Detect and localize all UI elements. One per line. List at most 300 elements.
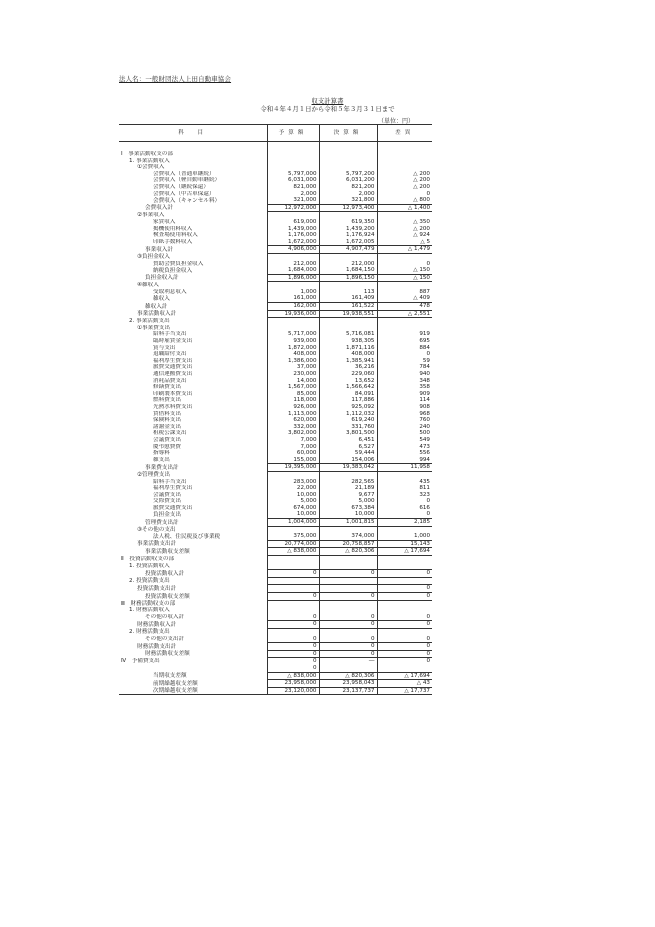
budget-cell: 20,774,000 — [267, 540, 319, 548]
table-row — [119, 226, 432, 233]
budget-cell: 0 — [267, 593, 319, 601]
subtotal-row — [119, 303, 432, 311]
table-row — [119, 424, 432, 431]
actual-cell: 4,907,479 — [319, 246, 377, 254]
row-label: 1. 事業活動収入 — [129, 157, 170, 164]
table-row — [119, 184, 432, 191]
subtotal-row — [119, 310, 432, 318]
row-label: 租税公課支出 — [153, 430, 187, 437]
row-label: 2. 財務活動支出 — [129, 628, 170, 635]
table-row — [119, 191, 432, 198]
budget-cell: 0 — [267, 665, 319, 672]
budget-cell: △ 838,000 — [267, 672, 319, 680]
table-row — [119, 479, 432, 486]
table-row — [119, 239, 432, 246]
row-label: その他の支出計 — [145, 636, 185, 643]
actual-cell: 3,801,500 — [319, 430, 377, 437]
budget-cell: 12,972,000 — [267, 204, 319, 212]
difference-cell: △ 409 — [377, 295, 432, 302]
table-row — [119, 177, 432, 184]
budget-cell: 60,000 — [267, 450, 319, 457]
row-label: 会費収入（軽自動車継続） — [153, 177, 221, 184]
difference-cell: △ 5 — [377, 239, 432, 246]
row-label: 負担金収入計 — [145, 275, 179, 282]
subtotal-row — [119, 680, 432, 688]
difference-cell — [377, 577, 432, 585]
actual-cell: 12,973,400 — [319, 204, 377, 212]
row-label: その他の収入計 — [145, 614, 185, 621]
document-title: 収支計算書 — [311, 97, 344, 105]
budget-cell: 620,000 — [267, 417, 319, 424]
table-row — [119, 577, 432, 585]
budget-cell: 0 — [267, 614, 319, 621]
actual-cell: 5,716,081 — [319, 331, 377, 338]
table-row — [119, 282, 432, 289]
difference-cell: 0 — [377, 570, 432, 578]
actual-cell — [319, 253, 377, 260]
actual-cell: 161,522 — [319, 303, 377, 311]
row-label: ③その他の支出 — [137, 526, 176, 533]
row-label: Ⅲ 財務活動収支の部 — [121, 600, 176, 607]
subtotal-row — [119, 672, 432, 680]
table-row — [119, 600, 432, 607]
column-header-budget: 予算額 — [267, 125, 319, 142]
row-label: ③負担金収入 — [137, 253, 170, 260]
column-header-account: 科 目 — [119, 125, 267, 142]
row-label: Ⅰ 事業活動収支の部 — [121, 151, 173, 157]
table-row — [119, 325, 432, 332]
difference-cell: 0 — [377, 261, 432, 268]
budget-cell: 283,000 — [267, 479, 319, 486]
difference-cell: 0 — [377, 636, 432, 643]
difference-cell: 887 — [377, 289, 432, 296]
budget-cell: 2,000 — [267, 191, 319, 198]
row-label: 当期収支差額 — [153, 673, 187, 680]
difference-cell — [377, 212, 432, 219]
difference-cell: 323 — [377, 492, 432, 499]
actual-cell — [319, 318, 377, 325]
row-label: 諸謝金支出 — [153, 423, 181, 430]
budget-cell: 85,000 — [267, 391, 319, 398]
actual-cell: 10,000 — [319, 511, 377, 518]
actual-cell: 6,031,200 — [319, 177, 377, 184]
budget-cell: 1,004,000 — [267, 519, 319, 527]
actual-cell — [319, 325, 377, 332]
difference-cell: 15,143 — [377, 540, 432, 548]
row-label: 消耗品費支出 — [153, 377, 187, 384]
row-label: 検査場使用料収入 — [153, 232, 198, 239]
row-label: 1. 投資活動収入 — [129, 563, 170, 570]
row-label: 旅費交通費支出 — [153, 504, 193, 511]
actual-cell — [319, 607, 377, 614]
actual-cell — [319, 585, 377, 593]
actual-cell: 1,871,116 — [319, 345, 377, 352]
budget-cell — [267, 164, 319, 171]
budget-cell — [267, 142, 319, 152]
row-label: 事業活動収支差額 — [145, 548, 190, 555]
budget-cell: 1,386,000 — [267, 358, 319, 365]
difference-cell — [377, 325, 432, 332]
row-label: 旅費交通費支出 — [153, 364, 193, 371]
actual-cell — [319, 142, 377, 152]
difference-cell: 473 — [377, 444, 432, 451]
row-label: 燃料費支出 — [153, 397, 181, 404]
row-label — [119, 665, 267, 672]
budget-cell: 375,000 — [267, 533, 319, 540]
table-row — [119, 212, 432, 219]
budget-cell — [267, 158, 319, 165]
difference-cell: △ 1,479 — [377, 246, 432, 254]
subtotal-row — [119, 570, 432, 578]
budget-cell: △ 838,000 — [267, 548, 319, 556]
actual-cell: 0 — [319, 614, 377, 621]
difference-cell: 556 — [377, 450, 432, 457]
actual-cell: 23,137,737 — [319, 687, 377, 695]
budget-cell: 23,958,000 — [267, 680, 319, 688]
difference-cell: △ 200 — [377, 184, 432, 191]
budget-cell: 5,000 — [267, 498, 319, 505]
statement-table — [119, 124, 432, 695]
row-label: 会議費支出 — [153, 436, 181, 443]
row-label: 給料手当支出 — [153, 478, 187, 485]
row-label: 会費収入（中古車保還） — [153, 190, 215, 197]
subtotal-row — [119, 204, 432, 212]
table-row — [119, 158, 432, 165]
budget-cell — [267, 151, 319, 158]
difference-cell: 0 — [377, 593, 432, 601]
row-label: 賛助会費負担金収入 — [153, 260, 204, 267]
difference-cell: 358 — [377, 384, 432, 391]
subtotal-row — [119, 650, 432, 658]
difference-cell: 968 — [377, 411, 432, 418]
difference-cell: △ 43 — [377, 680, 432, 688]
difference-cell: △ 924 — [377, 232, 432, 239]
budget-cell — [267, 563, 319, 570]
actual-cell: 21,189 — [319, 485, 377, 492]
difference-cell — [377, 563, 432, 570]
budget-cell: 1,896,000 — [267, 274, 319, 282]
row-label — [119, 142, 267, 152]
row-label: 掲機使用料収入 — [153, 225, 193, 232]
row-label: ①事業費支出 — [137, 324, 170, 331]
table-row — [119, 533, 432, 540]
row-label: ①会費収入 — [137, 164, 165, 171]
difference-cell — [377, 600, 432, 607]
row-label: 家賃収入 — [153, 218, 176, 225]
document-period: 令和４年４月１日から令和５年３月３１日まで — [260, 105, 395, 113]
table-row — [119, 151, 432, 158]
row-label: 負担金支出 — [153, 511, 181, 518]
difference-cell: 0 — [377, 511, 432, 518]
actual-cell: 1,672,005 — [319, 239, 377, 246]
budget-cell: 0 — [267, 658, 319, 665]
table-row — [119, 563, 432, 570]
row-label: 2. 投資活動支出 — [129, 578, 170, 585]
actual-cell: 821,200 — [319, 184, 377, 191]
budget-cell: 5,797,000 — [267, 171, 319, 178]
difference-cell — [377, 151, 432, 158]
budget-cell: 14,000 — [267, 378, 319, 385]
actual-cell: 1,001,815 — [319, 519, 377, 527]
budget-cell: 0 — [267, 643, 319, 651]
subtotal-row — [119, 519, 432, 527]
budget-cell: 10,000 — [267, 492, 319, 499]
actual-cell: 925,092 — [319, 404, 377, 411]
actual-cell: 36,216 — [319, 364, 377, 371]
row-label: ④雑収入 — [137, 282, 159, 289]
table-row — [119, 498, 432, 505]
difference-cell: 919 — [377, 331, 432, 338]
row-label: 事業収入計 — [145, 246, 173, 253]
table-row — [119, 219, 432, 226]
row-label: 雑支出 — [153, 457, 170, 464]
difference-cell: △ 1,400 — [377, 204, 432, 212]
actual-cell — [319, 158, 377, 165]
budget-cell — [267, 325, 319, 332]
budget-cell: 1,567,000 — [267, 384, 319, 391]
budget-cell — [267, 282, 319, 289]
table-row — [119, 318, 432, 325]
table-row — [119, 391, 432, 398]
subtotal-row — [119, 593, 432, 601]
row-label: 臨時雇賃金支出 — [153, 338, 193, 345]
difference-cell: 0 — [377, 614, 432, 621]
actual-cell: 0 — [319, 621, 377, 629]
actual-cell — [319, 556, 377, 563]
row-label: 投資活動収入計 — [145, 570, 185, 577]
table-row — [119, 351, 432, 358]
actual-cell: 1,684,150 — [319, 267, 377, 274]
table-row — [119, 404, 432, 411]
actual-cell — [319, 151, 377, 158]
difference-cell: 760 — [377, 417, 432, 424]
row-label: 事業活動支出計 — [137, 541, 177, 548]
actual-cell: 1,439,200 — [319, 226, 377, 233]
difference-cell — [377, 318, 432, 325]
row-label: 納税負担金収入 — [153, 267, 193, 274]
difference-cell: 0 — [377, 650, 432, 658]
difference-cell: △ 200 — [377, 177, 432, 184]
row-label: ②事業収入 — [137, 212, 165, 219]
table-row — [119, 358, 432, 365]
difference-cell: △ 150 — [377, 267, 432, 274]
difference-cell: 784 — [377, 364, 432, 371]
actual-cell: 212,000 — [319, 261, 377, 268]
row-label: 事業活動収入計 — [137, 311, 177, 318]
difference-cell: 0 — [377, 621, 432, 629]
subtotal-row — [119, 540, 432, 548]
budget-cell: 6,031,000 — [267, 177, 319, 184]
actual-cell — [319, 628, 377, 635]
row-label: 印刷製本費支出 — [153, 390, 193, 397]
row-label: 会費収入（キャンセル料） — [153, 197, 221, 204]
budget-cell: 212,000 — [267, 261, 319, 268]
actual-cell: 19,938,551 — [319, 310, 377, 318]
actual-cell: 117,886 — [319, 397, 377, 404]
difference-cell: 616 — [377, 505, 432, 512]
difference-cell — [377, 607, 432, 614]
actual-cell: 161,409 — [319, 295, 377, 302]
subtotal-row — [119, 548, 432, 556]
budget-cell: 22,000 — [267, 485, 319, 492]
actual-cell: 0 — [319, 650, 377, 658]
table-row — [119, 628, 432, 635]
difference-cell: △ 200 — [377, 226, 432, 233]
row-label: 会議費支出 — [153, 491, 181, 498]
actual-cell: ― — [319, 658, 377, 665]
budget-cell: 7,000 — [267, 444, 319, 451]
budget-cell: 161,000 — [267, 295, 319, 302]
budget-cell: 19,936,000 — [267, 310, 319, 318]
budget-cell: 0 — [267, 650, 319, 658]
difference-cell: 695 — [377, 338, 432, 345]
row-label: 福利厚生費支出 — [153, 357, 193, 364]
actual-cell — [319, 665, 377, 672]
difference-cell: 2,185 — [377, 519, 432, 527]
row-label: 投資活動支出計 — [137, 585, 177, 592]
budget-cell: 939,000 — [267, 338, 319, 345]
budget-cell: 4,906,000 — [267, 246, 319, 254]
difference-cell: 0 — [377, 585, 432, 593]
budget-cell: 0 — [267, 570, 319, 578]
table-row — [119, 457, 432, 464]
difference-cell: 909 — [377, 391, 432, 398]
actual-cell: 619,350 — [319, 219, 377, 226]
actual-cell: 229,060 — [319, 371, 377, 378]
difference-cell — [377, 628, 432, 635]
actual-cell: 673,384 — [319, 505, 377, 512]
table-row — [119, 295, 432, 302]
row-label: 指導料 — [153, 450, 170, 457]
row-label: 会費収入計 — [145, 205, 173, 212]
actual-cell: △ 820,306 — [319, 548, 377, 556]
actual-cell: 1,896,150 — [319, 274, 377, 282]
table-row — [119, 411, 432, 418]
budget-cell: 619,000 — [267, 219, 319, 226]
row-label: 前期繰越収支差額 — [153, 680, 198, 687]
difference-cell: △ 17,694 — [377, 548, 432, 556]
difference-cell: 908 — [377, 404, 432, 411]
budget-cell: 3,802,000 — [267, 430, 319, 437]
table-row — [119, 345, 432, 352]
difference-cell: △ 150 — [377, 274, 432, 282]
actual-cell: 374,000 — [319, 533, 377, 540]
difference-cell — [377, 665, 432, 672]
row-label: 雑収入 — [153, 295, 170, 302]
budget-cell: 5,717,000 — [267, 331, 319, 338]
subtotal-row — [119, 464, 432, 472]
subtotal-row — [119, 687, 432, 695]
actual-cell: 321,800 — [319, 197, 377, 204]
table-header-row — [119, 125, 432, 142]
difference-cell — [377, 526, 432, 533]
difference-cell: 0 — [377, 643, 432, 651]
difference-cell: 1,000 — [377, 533, 432, 540]
actual-cell — [319, 563, 377, 570]
row-label: 印紙手数料収入 — [153, 239, 193, 246]
table-row — [119, 607, 432, 614]
table-row — [119, 437, 432, 444]
actual-cell: 0 — [319, 570, 377, 578]
table-row — [119, 450, 432, 457]
table-row — [119, 658, 432, 665]
row-label: 管理費支出計 — [145, 519, 179, 526]
budget-cell: 10,000 — [267, 511, 319, 518]
table-body — [119, 142, 432, 695]
difference-cell: △ 2,551 — [377, 310, 432, 318]
row-label: 交際費支出 — [153, 498, 181, 505]
row-label: 退職給付支出 — [153, 351, 187, 358]
subtotal-row — [119, 246, 432, 254]
difference-cell — [377, 253, 432, 260]
difference-cell: 0 — [377, 191, 432, 198]
table-row — [119, 378, 432, 385]
budget-cell: 1,000 — [267, 289, 319, 296]
budget-cell: 1,684,000 — [267, 267, 319, 274]
subtotal-row — [119, 585, 432, 593]
actual-cell: 282,565 — [319, 479, 377, 486]
difference-cell: 994 — [377, 457, 432, 464]
budget-cell — [267, 585, 319, 593]
actual-cell: 2,000 — [319, 191, 377, 198]
table-row — [119, 636, 432, 643]
difference-cell: 11,958 — [377, 464, 432, 472]
table-row — [119, 164, 432, 171]
row-label: 賞与支出 — [153, 344, 176, 351]
actual-cell: 9,677 — [319, 492, 377, 499]
budget-cell — [267, 471, 319, 478]
difference-cell: 0 — [377, 498, 432, 505]
budget-cell — [267, 212, 319, 219]
budget-cell — [267, 526, 319, 533]
actual-cell: 1,385,941 — [319, 358, 377, 365]
actual-cell: 113 — [319, 289, 377, 296]
difference-cell: 811 — [377, 485, 432, 492]
table-row — [119, 267, 432, 274]
table-row — [119, 511, 432, 518]
difference-cell: 500 — [377, 430, 432, 437]
difference-cell — [377, 282, 432, 289]
row-label: Ⅱ 投資活動収支の部 — [121, 556, 175, 563]
actual-cell: 331,760 — [319, 424, 377, 431]
budget-cell: 155,000 — [267, 457, 319, 464]
budget-cell: 1,439,000 — [267, 226, 319, 233]
table-row — [119, 384, 432, 391]
difference-cell: 0 — [377, 351, 432, 358]
table-row — [119, 430, 432, 437]
table-row — [119, 338, 432, 345]
row-label: 賃借料支出 — [153, 410, 181, 417]
difference-cell: △ 17,737 — [377, 687, 432, 695]
budget-cell: 332,000 — [267, 424, 319, 431]
difference-cell — [377, 164, 432, 171]
row-label: Ⅳ 予備費支出 — [121, 658, 160, 665]
actual-cell: 1,112,032 — [319, 411, 377, 418]
actual-cell: △ 820,306 — [319, 672, 377, 680]
row-label: 会費収入（普通車継続） — [153, 170, 215, 177]
budget-cell: 926,000 — [267, 404, 319, 411]
budget-cell: 821,000 — [267, 184, 319, 191]
actual-cell — [319, 471, 377, 478]
table-row — [119, 197, 432, 204]
budget-cell: 230,000 — [267, 371, 319, 378]
row-label: 事業費支出計 — [145, 464, 179, 471]
actual-cell: 84,091 — [319, 391, 377, 398]
row-label: ②管理費支出 — [137, 471, 170, 478]
budget-cell: 19,395,000 — [267, 464, 319, 472]
difference-cell: 884 — [377, 345, 432, 352]
row-label: 1. 財務活動収入 — [129, 607, 170, 614]
